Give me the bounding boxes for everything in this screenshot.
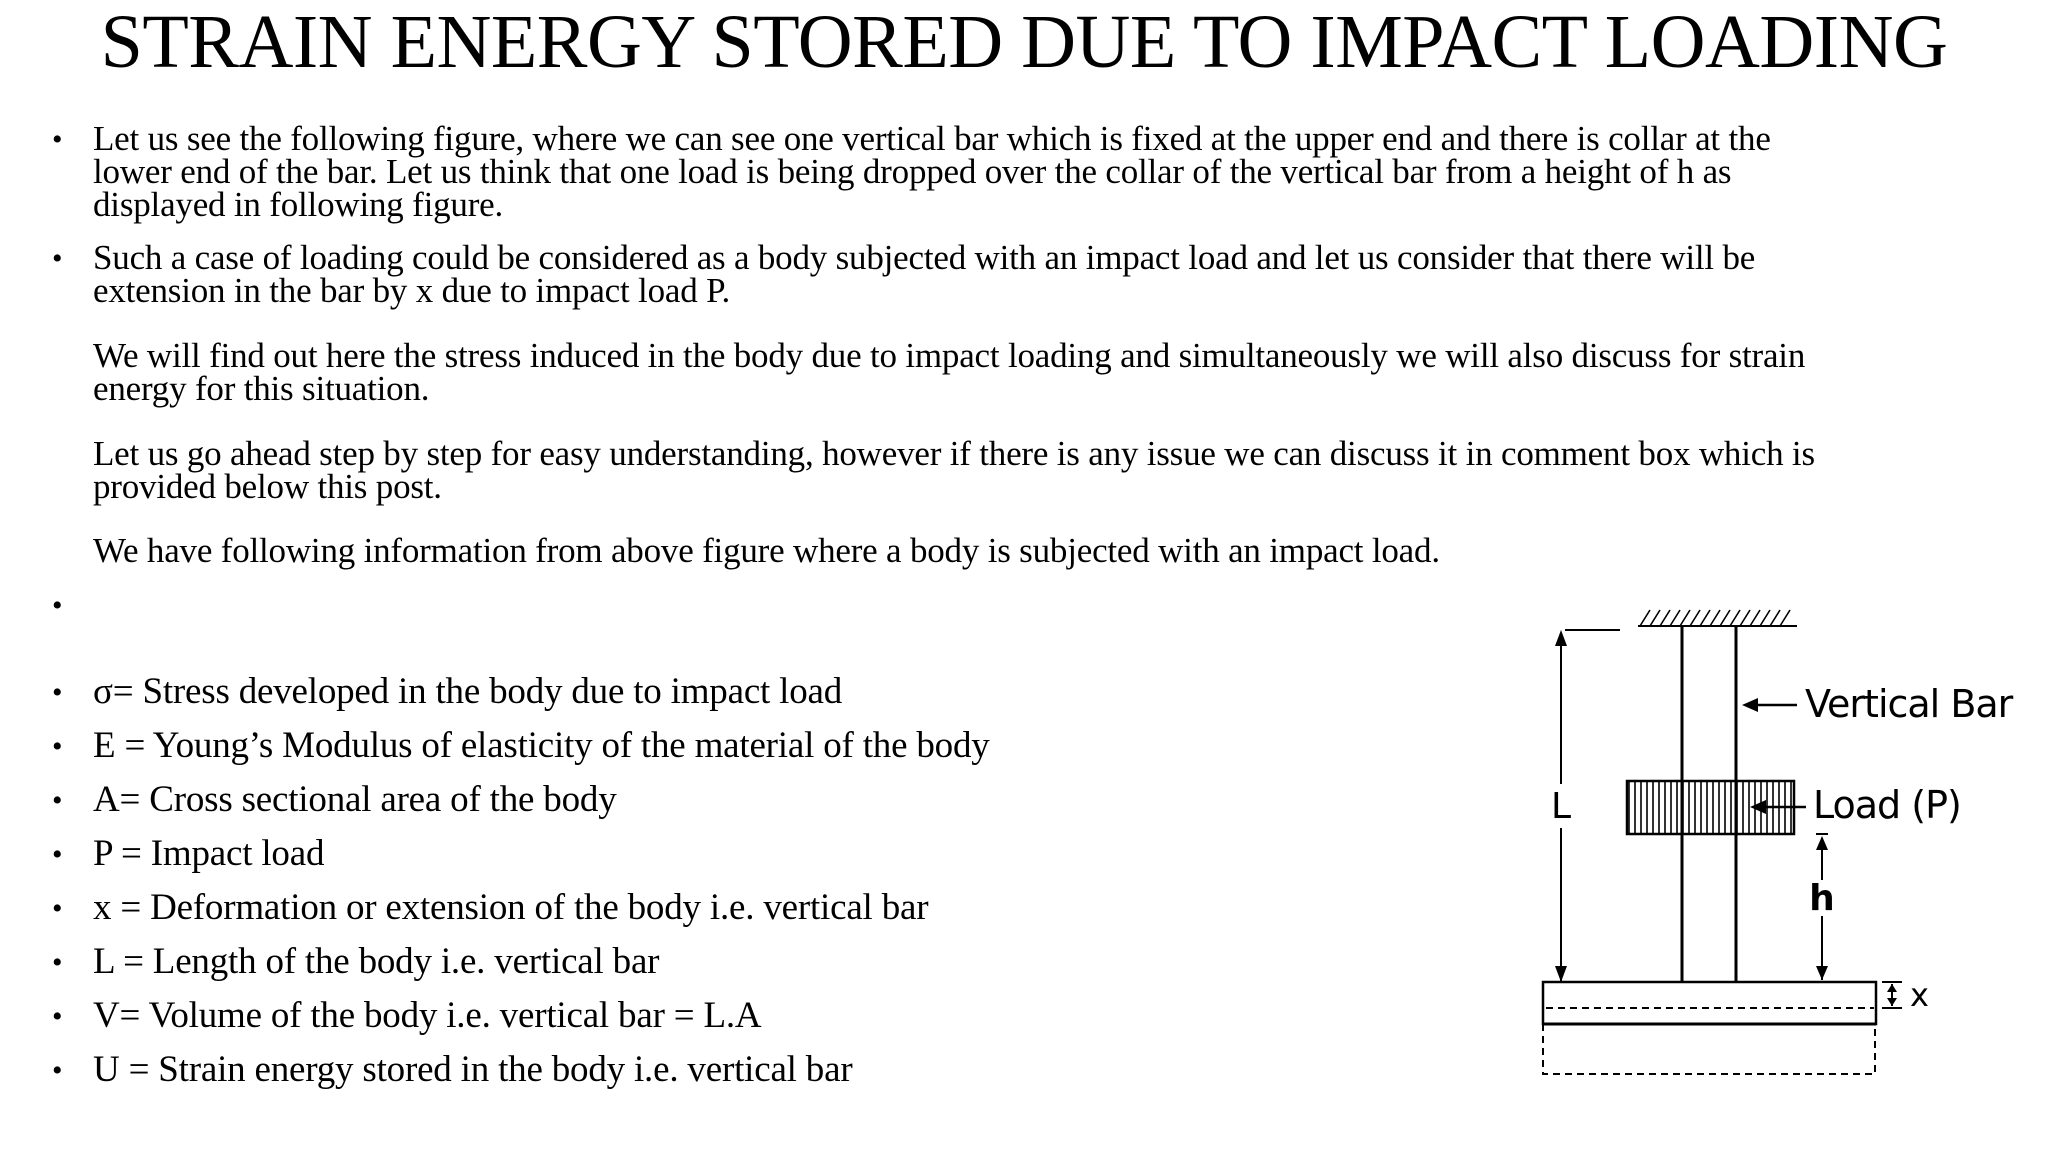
paragraph-2-line-2: extension in the bar by x due to impact load P. <box>93 271 731 310</box>
def-bullet-3: • <box>52 784 63 817</box>
paragraph-1-line-1: Let us see the following figure, where we can see one vertical bar which is fixed at the upper end and there is collar at the <box>93 119 1771 158</box>
collar <box>1543 982 1876 1024</box>
impact-loading-figure <box>1520 598 2013 1098</box>
definition-sigma: σ= Stress developed in the body due to impact load <box>93 671 843 712</box>
slide-title: STRAIN ENERGY STORED DUE TO IMPACT LOADING <box>100 0 1948 84</box>
paragraph-5-line-1: We have following information from above figure where a body is subjected with an impact load. <box>93 531 1440 570</box>
definition-E: E = Young’s Modulus of elasticity of the material of the body <box>93 725 990 766</box>
label-L: L <box>1550 786 1572 827</box>
bullet-1: • <box>52 123 63 156</box>
def-bullet-1: • <box>52 676 63 709</box>
paragraph-3-line-2: energy for this situation. <box>93 369 430 408</box>
paragraph-3 <box>93 336 1806 408</box>
label-x: x <box>1910 976 1929 1014</box>
definition-U: U = Strain energy stored in the body i.e. vertical bar <box>93 1049 853 1090</box>
def-bullet-6: • <box>52 946 63 979</box>
paragraph-4-line-2: provided below this post. <box>93 467 442 506</box>
bullet-2: • <box>52 242 63 275</box>
label-vertical-bar: Vertical Bar <box>1805 682 2013 726</box>
definition-L: L = Length of the body i.e. vertical bar <box>93 941 660 982</box>
def-bullet-5: • <box>52 892 63 925</box>
label-h: h <box>1809 878 1835 919</box>
definition-P: P = Impact load <box>93 833 325 874</box>
definition-V: V= Volume of the body i.e. vertical bar = L.A <box>93 995 762 1036</box>
paragraph-1-line-3: displayed in following figure. <box>93 185 504 224</box>
vertical-bar-arrow <box>1742 698 1797 712</box>
paragraph-2-line-1: Such a case of loading could be considered as a body subjected with an impact load and let us consider that there will be <box>93 238 1756 277</box>
paragraph-4-line-1: Let us go ahead step by step for easy understanding, however if there is any issue we can discuss it in comment box which is <box>93 434 1815 473</box>
paragraph-2 <box>93 238 1756 310</box>
fixed-support <box>1638 610 1797 626</box>
extension-dimension <box>1882 982 1902 1008</box>
def-bullet-8: • <box>52 1054 63 1087</box>
def-bullet-7: • <box>52 1000 63 1033</box>
paragraph-1-line-2: lower end of the bar. Let us think that one load is being dropped over the collar of the vertical bar from a height of h as <box>93 152 1732 191</box>
paragraph-5 <box>93 531 1440 570</box>
bullet-empty: • <box>52 589 63 622</box>
label-load: Load (P) <box>1813 783 1961 827</box>
deformed-collar-outline <box>1543 1024 1875 1074</box>
def-bullet-4: • <box>52 838 63 871</box>
definition-x: x = Deformation or extension of the body i.e. vertical bar <box>93 887 929 928</box>
definition-A: A= Cross sectional area of the body <box>93 779 617 820</box>
paragraph-1 <box>93 119 1771 224</box>
def-bullet-2: • <box>52 730 63 763</box>
paragraph-4 <box>93 434 1815 506</box>
paragraph-3-line-1: We will find out here the stress induced in the body due to impact loading and simultaneously we will also discuss for strain <box>93 336 1806 375</box>
